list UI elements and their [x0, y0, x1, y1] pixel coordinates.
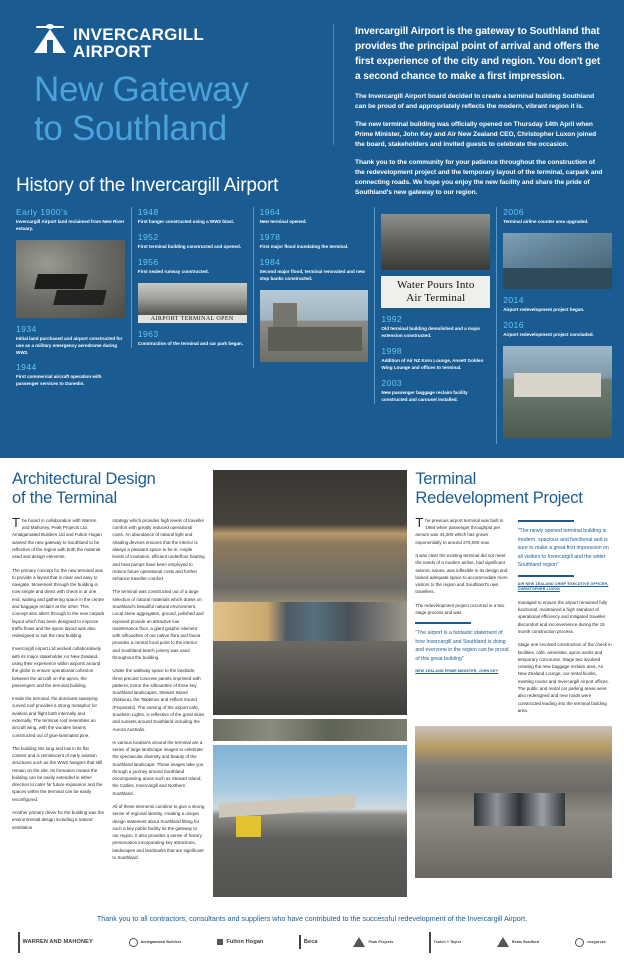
body-paragraph: Invercargill Airport Ltd worked collaboratively with its major stakeholder Air New Zealand, using their experience within airports around the globe to ensure operational cohesion between the aircraft on the apron, the passengers and the terminal building. — [12, 646, 102, 688]
hero-intro — [333, 0, 624, 196]
architectural-design-article — [12, 470, 205, 897]
partner-logo-label: Fulton Hogan — [226, 939, 264, 946]
hero-left — [0, 0, 333, 163]
partner-logo-peak-projects — [353, 937, 393, 947]
thank-you-text: Thank you to all contractors, consultants and suppliers who have contributed to the successful redevelopment of the Invercargill Airport. — [96, 913, 528, 923]
hero-paragraph: The new terminal building was officially opened on Thursday 14th April when Prime Minister, John Key and Air New Zealand CEO, Christopher Luxon joined the board, stakeholders and invited guests to celebrate the occasion. — [355, 121, 597, 148]
partner-logo-label: cosgroves — [587, 940, 606, 945]
partner-logo-label: WARREN AND MAHONEY — [22, 939, 93, 946]
timeline-event: First sealed runway constructed. — [137, 268, 209, 274]
hero-paragraph: The Invercargill Airport board decided to create a terminal building Southland can be proud of and appropriately reflects the modern, vibrant region it is. — [355, 93, 595, 111]
redevelopment-column-2 — [518, 517, 612, 720]
timeline-event: First commercial aircraft operation with passenger services to Dunedin. — [16, 374, 102, 387]
architectural-column-2 — [112, 517, 204, 867]
newspaper-headline — [381, 276, 490, 308]
terminal-interior-photo — [213, 470, 408, 715]
history-photo-construction — [503, 346, 612, 438]
body-paragraph: managed to ensure the airport remained fully functional, maintained a high standard of operational efficiency and mitigated traveller discomfort and inconvenience during the 15 month construction process. — [517, 599, 608, 634]
timeline-event: New terminal opened. — [259, 219, 307, 224]
triangle-icon — [497, 937, 509, 947]
quote-rule — [518, 575, 574, 577]
body-paragraph: Under the walkway space to the landside, three precast concrete panels imprinted with patterns mirror the silhouettes of three key Southland landscapes, Stewart Island (Rakiura), the Takitimus and Hilford Sound (Piopiotahi). The naming of the airport cafe, Southern Lights, is reflective of the great skies and sunsets around Southland including the Aurora Australis. — [112, 668, 205, 732]
timeline-column-5 — [496, 207, 612, 444]
architectural-columns — [12, 514, 205, 867]
timeline-event: Airport redevelopment project concluded. — [503, 331, 594, 337]
hero-divider — [333, 24, 334, 145]
partner-logo-beals-bradford — [497, 937, 539, 947]
partner-logos — [12, 932, 612, 953]
partner-logo-label: Beca — [303, 939, 318, 946]
timeline — [12, 207, 612, 444]
timeline-year: 2016 — [503, 319, 524, 330]
timeline-event: First hanger constructed using a WW2 blast. — [137, 219, 235, 224]
body-paragraph: It was clear the existing terminal did not meet the needs of a modern airline, had significant seismic issues, was inflexible in its design and lacked adequate space to accommodate more visitors to the region and Southland's own travellers. — [415, 553, 508, 595]
partner-logo-label: Peak Projects — [368, 940, 394, 945]
circle-icon — [575, 938, 584, 947]
partner-logo-cosgroves — [575, 938, 606, 947]
timeline-event: Construction of the terminal and car park began. — [137, 340, 244, 346]
body-paragraph: All of these elements combine to give a strong sense of regional identity, creating a unique design statement about Southland fitting for such a key public facility as the gateway to our region. It also provides a sense of history preservation incorporating key attractions, landscapes and landmarks that are significant to Southland. — [112, 804, 205, 861]
timeline-event: New passenger baggage reclaim facility constructed and carousel installed. — [381, 389, 468, 402]
timeline-event: Old terminal building demolished and a major extension constructed. — [381, 326, 481, 339]
timeline-event: Airport redevelopment project began. — [503, 306, 585, 312]
brand-logo-text — [73, 22, 204, 60]
timeline-event: Initial land purchased and airport constructed for use as a military emergency aerodrome during WW2. — [16, 335, 123, 355]
brand-logo — [34, 22, 333, 60]
timeline-year: 1984 — [259, 256, 281, 267]
page-title-line1: New Gateway — [34, 70, 249, 109]
partner-logo-tonkin-taylor — [429, 932, 461, 953]
timeline-year: 1963 — [137, 328, 159, 339]
redevelopment-heading-line2: Redevelopment Project — [415, 488, 583, 507]
timeline-event: Invercargill Airport land reclaimed from New River estuary. — [16, 219, 125, 231]
hero-lead-paragraph: Invercargill Airport is the gateway to Southland that provides the principal point of arrival and offers the first experience of the city and region. You don't get a second chance to make a first impression. — [355, 26, 601, 83]
partner-logo-warren-and-mahoney — [18, 932, 93, 953]
timeline-year: 1944 — [16, 362, 37, 373]
timeline-event: First terminal building constructed and opened. — [137, 243, 241, 249]
timeline-year: 1956 — [137, 256, 159, 267]
timeline-column-2 — [131, 207, 247, 348]
body-paragraph: The primary concept for the new terminal was to provide a layout that is clear and easy to navigate. Movement through the building is now simple and direct with check in at one end, waiting and gathering space in the centre and baggage reclaim at the other. This concept also alters through to the new carpark layout which has been designed to improve traffic flows and the apron layout was also redesigned to suit the new building. — [12, 567, 105, 639]
redevelopment-columns — [415, 514, 612, 720]
timeline-year: 1998 — [381, 346, 403, 357]
partner-logo-amalgamated-builders — [129, 938, 182, 947]
partner-logo-label: Tonkin + Taylor — [433, 940, 462, 945]
timeline-event: Terminal airline counter area upgraded. — [503, 219, 589, 224]
timeline-column-4 — [374, 207, 490, 404]
pull-quote: "The newly opened terminal building is modern, spacious and functional and is sure to make a great first impression on all visitors to Invercargill and the wider Southland region" — [517, 527, 609, 569]
redevelopment-column-1 — [415, 514, 509, 720]
timeline-event: Second major flood, terminal renovated and new stop banks constructed. — [259, 268, 365, 281]
architectural-heading — [12, 470, 205, 508]
footer-section — [0, 905, 624, 963]
redevelopment-heading — [415, 470, 612, 508]
body-paragraph: strategy which provides high levels of traveller comfort with greatly reduced operational costs. An abundance of natural light and shading devices ensures that the interior is always a pleasant space to be in. Ample levels of insulation, efficient underfloor heating and heat pumps have been employed to reduce future operational costs and further enhance traveller comfort. — [112, 517, 205, 582]
architectural-heading-line2: of the Terminal — [12, 488, 117, 507]
pull-quote-attribution: AIR NEW ZEALAND CHIEF EXECUTIVE OFFICER, CHRISTOPHER LUXON — [517, 581, 609, 591]
partner-logo-label: Beals Bradford — [512, 940, 540, 945]
redevelopment-heading-line1: Terminal — [415, 469, 477, 488]
page-title — [34, 70, 333, 148]
timeline-year: 1964 — [259, 207, 281, 217]
page-title-line2: to Southland — [34, 109, 227, 149]
pull-quote: "The airport is a fantastic statement of how Invercargill and Southland is doing and everyone in the region can be proud of this great building" — [415, 630, 509, 663]
timeline-event: First major flood inundating the terminal. — [259, 243, 349, 249]
timeline-year: 2006 — [503, 207, 524, 217]
square-icon — [217, 939, 223, 945]
architectural-heading-line1: Architectural Design — [12, 469, 156, 488]
body-paragraph: Stage one involved construction of the check in facilities, café, amenities, apron works and temporary concourse. Stage two involved creating the new baggage reclaim area, Air New Zealand Lounge, car rental kiosks, meeting rooms and Invercargill Airport offices. The public and rental car parking areas were also redesigned and new roads were constructed leading into the terminal building area. — [517, 642, 612, 713]
hero-paragraph: Thank you to the community for your patience throughout the construction of the redevelopment project and the temporary layout of the terminal, carpark and connecting roads. We hope you enjoy the new facility and share the pride of Southland's new gateway to our region. — [355, 158, 603, 196]
timeline-year: 2014 — [503, 294, 524, 305]
timeline-event: Addition of Air NZ Koru Lounge, Ansett Golden Wing Lounge and offices to terminal. — [381, 358, 484, 370]
timeline-year: 1948 — [137, 207, 159, 217]
photo-column — [213, 470, 408, 897]
history-photo-flood — [381, 214, 490, 270]
timeline-year: 2003 — [381, 377, 403, 388]
tt-icon — [429, 932, 431, 953]
timeline-column-3 — [253, 207, 369, 368]
history-photo-1964-terminal — [260, 290, 369, 362]
body-paragraph: The building sits long and low in its flat context and is reminiscent of early aviation structures such as the WW2 hangers that still remain on the site. Its formation means the building can be easily extended in either direction to cater for future expansion and the spaces within the terminal can be easily reconfigured. — [12, 745, 103, 802]
airport-logo-icon — [34, 25, 66, 53]
body-paragraph: The redevelopment project occurred in a two stage process and was — [415, 602, 505, 616]
brand-name-line2: AIRPORT — [73, 42, 152, 61]
timeline-year: 1952 — [137, 231, 159, 242]
timeline-year: 1978 — [259, 231, 281, 242]
baggage-hall-photo — [415, 726, 612, 878]
terminal-exterior-photo — [213, 745, 408, 897]
quote-rule — [518, 520, 574, 522]
aerial-strip-photo — [213, 719, 408, 741]
newspaper-headline-line2: Air Terminal — [406, 291, 466, 304]
partner-logo-beca — [299, 935, 317, 949]
body-paragraph: The board in collaboration with Warren and Mahoney, Peak Projects Ltd, Amalgamated Builders Ltd and Fulton Hogan wanted the new gateway to Southland to be reflective of the region with both the material used and design elements. — [12, 514, 102, 560]
timeline-year: 1992 — [381, 314, 403, 325]
architectural-column-1 — [12, 514, 105, 867]
quote-rule — [415, 622, 471, 624]
history-section — [0, 163, 624, 458]
body-paragraph: The terminal was constructed out of a large selection of natural materials which draws on Southland's beautiful natural environment. Local stone aggregates, ground, polished and exposed provide an attractive low maintenance floor, a giant graphic element with silhouettes of our native flora and fauna provides a central focal point to the interior and Southland beech joinery was used throughout the building. — [112, 589, 204, 660]
history-heading: History of the Invercargill Airport — [16, 175, 279, 196]
brand-name-line1: INVERCARGILL — [73, 25, 205, 44]
swoosh-icon — [129, 938, 138, 947]
bars-icon — [299, 935, 301, 949]
redevelopment-article — [415, 470, 612, 897]
newspaper-headline-line1: Water Pours Into — [397, 279, 475, 291]
timeline-year: 1934 — [16, 323, 37, 334]
timeline-year: Early 1900's — [16, 207, 68, 217]
peak-icon — [353, 937, 365, 947]
history-photo-aerial — [16, 240, 125, 318]
body-paragraph: In various locations around the terminal are a series of large landscape images to celebrate the spectacular diversity and beauty of the Southland landscape. These images take you through a journey around Southland encompassing areas such as Stewart Island, the Catlins, Invercargill and Northern Southland. — [112, 739, 204, 796]
pull-quote-attribution: NEW ZEALAND PRIME MINISTER, JOHN KEY — [415, 668, 499, 673]
article-section — [0, 458, 624, 905]
bars-icon — [18, 932, 20, 953]
body-paragraph: Inside the terminal, the dominant sweeping curved roof provides a strong metaphor for aviation and flight both internally and externally. The terminal roof resembles an aircraft wing, with the wooden beams constructed out of glue-laminated pine. — [12, 696, 98, 738]
body-paragraph: Another primary driver for the building was the environmental design including a natural ventilation — [12, 810, 105, 830]
timeline-column-1 — [12, 207, 125, 388]
partner-logo-fulton-hogan — [217, 939, 263, 945]
body-paragraph: The previous airport terminal was built in 1964 when passenger throughput per annum was 44,000 which has grown exponentially to around 275,000 now. — [415, 514, 504, 545]
history-photo-2006-building — [503, 233, 612, 289]
history-photo-terminal-opening — [138, 283, 247, 323]
partner-logo-label: Amalgamated Builders — [140, 940, 182, 945]
